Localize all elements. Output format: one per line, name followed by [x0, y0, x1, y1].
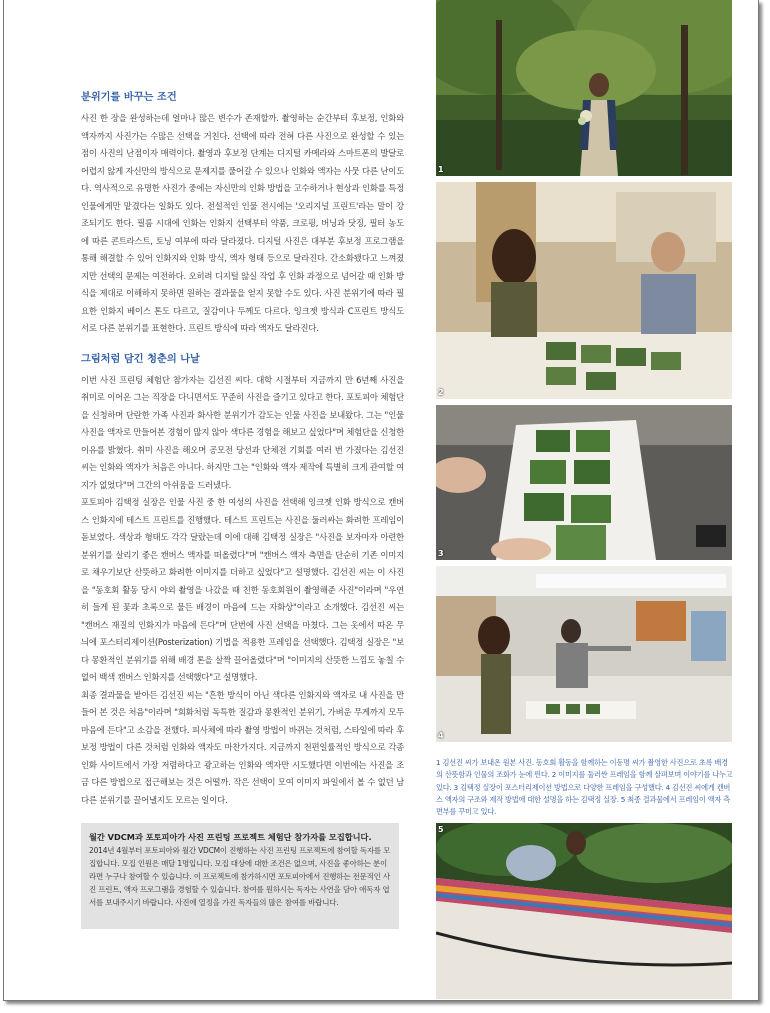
- paragraph: 포토피아 김택정 실장은 인물 사진 중 한 여성의 사진을 선택해 잉크젯 인화 방식으로 캔버스 인화지에 테스트 프린트를 진행했다. 테스트 프린트는 사진을 둘러싸는 화려한 프레임이 돋보였다. 색상과 형태도 각각 달랐는데 이에 대해 김택정 실장은 "사진을 보자마자 아련한 분위기를 살리기 좋은 캔버스 액자를 떠올렸다"며 "캔버스 액자 측면을 단순히 기존 이미지로 채우기보단 산뜻하고 화려한 이미지를 더하고 싶었다"고 설명했다. 김선진 씨는 이 사진을 "동호회 활동 당시 야외 촬영을 나갔을 때 친한 동호회원이 촬영해준 사진"이라며 "우연히 들게 된 꽃과 초록으로 물든 배경이 마음에 드는 자화상"이라고 소개했다. 김선진 씨는 "캔버스 재질의 인화지가 마음에 든다"며 단번에 사진 선택을 마쳤다. 그는 옷에서 따온 무늬에 포스터리제이션(Posterization) 기법을 적용한 프레임을 선택했다. 김택정 실장은 "보다 몽환적인 분위기를 위해 배경 톤을 살짝 끌어올렸다"며 "이미지의 산뜻한 느낌도 놓칠 수 없어 백색 캔버스 인화지를 선택했다"고 설명했다.: [81, 497, 404, 682]
- magazine-page: [3, 0, 759, 1001]
- photo-2-image: [436, 182, 732, 399]
- photo-5-image: [436, 823, 732, 999]
- photo-1: [436, 0, 732, 176]
- photo-number: 4: [438, 731, 444, 740]
- section-title-atmosphere: 분위기를 바꾸는 조건: [81, 92, 177, 103]
- photo-3-image: [436, 405, 732, 560]
- article-column: [81, 88, 404, 809]
- photo-number: 2: [438, 388, 444, 397]
- photo-number: 1: [438, 165, 444, 174]
- photo-2: [436, 182, 732, 399]
- notice-title: 월간 VDCM과 포토피아가 사진 프린팅 프로젝트 체험단 참가자를 모집합니다.: [89, 832, 372, 842]
- recruitment-notice-box: [81, 823, 399, 929]
- photo-5: [436, 823, 732, 999]
- photo-4-image: [436, 566, 732, 742]
- section-title-youth: 그림처럼 담긴 청춘의 나날: [81, 353, 200, 365]
- photo-number: 3: [438, 549, 444, 558]
- photo-captions: 1 김선진 씨가 보내온 원본 사진. 동호회 활동을 함께하는 이동명 씨가 촬영한 사진으로 초록 배경의 산뜻함과 인물의 조화가 눈에 띈다. 2 이미지를 둘러싼 프레임을 함께 살펴보며 이야기를 나누고 있다. 3 김택정 실장이 포스터리제이션 방법으로 다양한 프레임을 구성했다. 4 김선진 씨에게 캔버스 액자의 구조와 제작 방법에 대한 설명을 하는 김택정 실장. 5 최종 결과물에서 프레임이 액자 측면부를 꾸미고 있다.: [436, 758, 733, 817]
- photo-4: [436, 566, 732, 742]
- notice-body: 2014년 4월부터 포토피아와 월간 VDCM이 진행하는 사진 프린팅 프로젝트에 참여할 독자를 모집합니다. 모집 인원은 매달 1명입니다. 모집 대상에 대한 조건은 없으며, 사진을 좋아하는 분이라면 누구나 참여할 수 있습니다. 이 프로젝트에 참가하시면 포토피아에서 진행하는 전문적인 사진 프린트, 액자 프로그램을 경험할 수 있습니다. 참여를 원하시는 독자는 사연을 담아 애독자 엽서를 보내주시기 바랍니다. 사진에 열정을 가진 독자들의 많은 참여를 바랍니다.: [89, 846, 391, 907]
- photo-number: 5: [438, 825, 444, 834]
- paragraph: 최종 결과물을 받아든 김선진 씨는 "흔한 방식이 아닌 색다른 인화지와 액자로 내 사진을 만들어 본 것은 처음"이라며 "회화처럼 독특한 질감과 몽환적인 분위기, 가벼운 무게까지 모두 마음에 든다"고 소감을 전했다. 피사체에 따라 촬영 방법이 바뀌는 것처럼, 스타일에 따라 후보정 방법이 다른 것처럼 인화와 액자도 마찬가지다. 지금까지 천편일률적인 방식으로 각종 인화 사이트에서 가장 저렴하다고 광고하는 인화와 액자만 시도했다면 이번에는 사진을 조금 다른 방법으로 접근해보는 것은 어떨까. 작은 선택이 모여 이미지 파일에서 볼 수 없던 남다른 분위기를 끌어낼지도 모르는 일이다.: [81, 689, 404, 805]
- photo-1-image: [436, 0, 732, 176]
- section-body-atmosphere: 사진 한 장을 완성하는데 얼마나 많은 변수가 존재할까. 촬영하는 순간부터 후보정, 인화와 액자까지 사진가는 수많은 선택을 거친다. 선택에 따라 전혀 다른 사진으로 완성할 수 있는 점이 사진의 난점이자 매력이다. 촬영과 후보정 단계는 디지털 카메라와 스마트폰의 발달로 어렵지 않게 자신만의 방식으로 문제지를 풀어갈 수 있으나 인화와 액자는 사뭇 다른 난이도다. 역사적으로 유명한 사진가 중에는 자신만의 인화 방법을 고수하거나 현상과 인화를 특정 인물에게만 맡겼다는 일화도 있다. 전설적인 인물 전시에는 '오리지널 프린트'라는 말이 강조되기도 한다. 필름 시대에 인화는 인화지 선택부터 약품, 크로핑, 버닝과 닷징, 필터 농도에 따른 콘트라스트, 토닝 여부에 따라 달라졌다. 디지털 사진은 대부분 후보정 프로그램을 통해 해결할 수 있어 인화지와 인화 방식, 액자 형태 등으로 달라진다. 간소화됐다고 느껴졌지만 선택의 문제는 여전하다. 오히려 디지털 않실 작업 후 인화 과정으로 넘어갈 때 인화 방식을 제대로 이해하지 못하면 원하는 결과물을 얻지 못할 수도 있다. 사진 분위기에 따라 필요한 인화지 베이스 톤도 다르고, 질감이나 두께도 다르다. 잉크젯 방식과 C프린트 방식도 서로 다른 분위기를 표현한다. 프린트 방식에 따라 액자도 달라진다.: [81, 113, 404, 333]
- paragraph: 이번 사진 프린팅 체험단 참가자는 김선진 씨다. 대학 시절부터 지금까지 만 6년째 사진을 취미로 이어온 그는 직장을 다니면서도 꾸준히 사진을 즐기고 있다고 한다. 포토피아 체험단을 신청하며 단란한 가족 사진과 화사한 분위기가 감도는 인물 사진을 보내왔다. 그는 "인물 사진을 액자로 만들어본 경험이 많지 않아 색다른 경험을 해보고 싶었다"며 체험단을 신청한 이유를 밝혔다. 취미 사진을 해오며 공모전 당선과 단체전 기회를 여러 번 가졌다는 김선진 씨는 인화와 액자가 처음은 아니다. 하지만 그는 "인화와 액자 제작에 특별히 크게 관여할 여지가 없었다"며 그간의 아쉬움을 드러냈다.: [81, 374, 404, 490]
- photo-3: [436, 405, 732, 560]
